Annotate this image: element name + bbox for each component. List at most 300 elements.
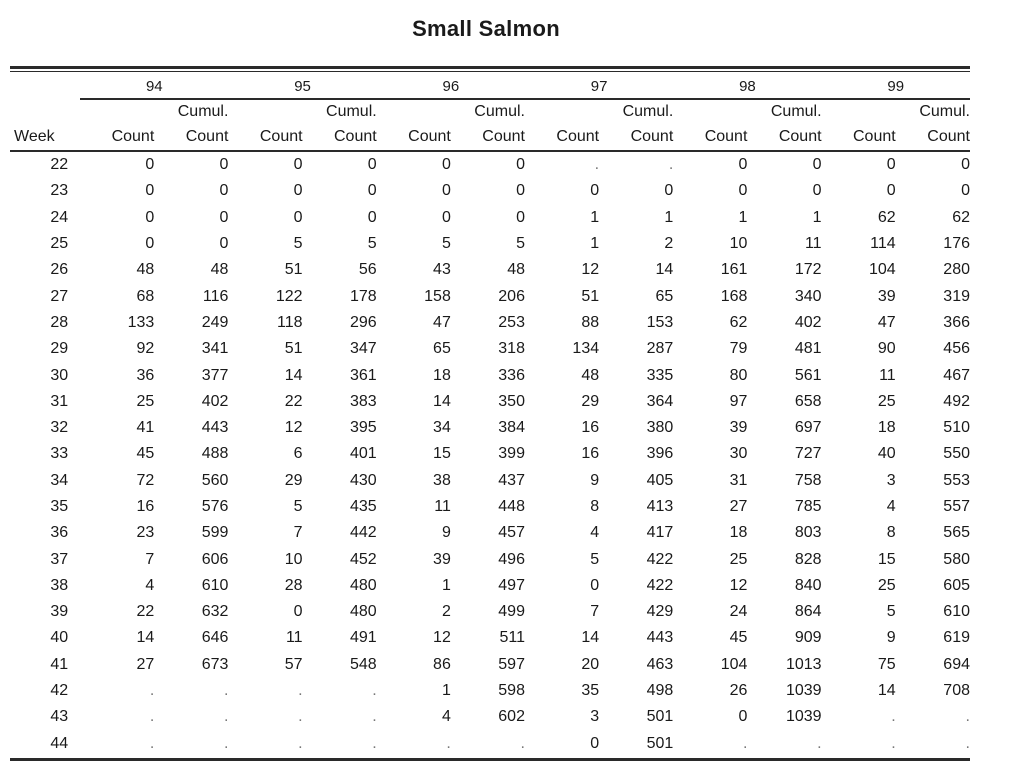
table-body [10, 151, 970, 757]
count-cell: 0 [145, 156, 155, 174]
table-row [10, 678, 970, 704]
cumulative-cell: 14 [655, 261, 674, 279]
count-cell: 47 [433, 313, 451, 331]
week-cell: 37 [50, 550, 69, 568]
cumulative-cell: 550 [943, 445, 970, 463]
count-cell: 11 [285, 629, 303, 647]
cumulative-cell: 335 [646, 366, 674, 384]
count-cell: 0 [590, 576, 600, 594]
top-rule-thin [10, 71, 970, 72]
count-cell: 5 [293, 498, 303, 515]
table-row [10, 625, 970, 651]
count-cell: 5 [886, 603, 896, 621]
cumulative-cell: 5 [516, 235, 525, 253]
count-cell: . [298, 682, 303, 700]
cumulative-cell: 560 [201, 471, 229, 489]
cumulative-cell: 340 [794, 287, 822, 305]
count-cell: 3 [886, 471, 896, 489]
count-cell: 47 [877, 313, 896, 331]
cumulative-cell: 253 [498, 313, 525, 331]
cumulative-cell: 1039 [785, 708, 822, 726]
cumulative-cell: 347 [350, 340, 377, 358]
cumulative-cell: 457 [498, 524, 525, 542]
count-cell: 134 [572, 340, 600, 358]
week-cell: 41 [50, 655, 69, 673]
count-cell: 4 [441, 708, 451, 726]
count-cell: 20 [581, 655, 600, 673]
count-cell: 79 [729, 340, 748, 358]
cumulative-cell: 435 [350, 498, 377, 515]
cumulative-cell: 1 [664, 208, 674, 226]
count-cell: . [594, 156, 600, 174]
cumulative-cell: 758 [794, 471, 822, 489]
count-cell: 0 [145, 208, 155, 226]
cumulative-cell: 480 [350, 576, 377, 594]
count-cell: 10 [284, 550, 303, 568]
count-cell: 25 [729, 550, 748, 568]
cumulative-cell: 497 [498, 576, 525, 594]
cumulative-cell: 708 [943, 682, 970, 700]
year-header: 96 [377, 74, 525, 99]
count-cell: 10 [729, 235, 748, 253]
count-cell: 28 [284, 576, 303, 594]
table-row [10, 652, 970, 678]
cumulative-cell: 557 [943, 498, 970, 515]
cumulative-cell: 399 [498, 445, 525, 463]
cumulative-cell: 65 [655, 287, 674, 305]
count-cell: 24 [729, 603, 748, 621]
cumulative-cell: 0 [367, 182, 377, 200]
cumulative-cell: 48 [507, 261, 525, 279]
cumulative-cell: 0 [219, 235, 229, 253]
cumulative-cell: 1039 [785, 682, 822, 700]
cumulative-cell: 402 [201, 392, 229, 410]
count-cell: 22 [136, 603, 155, 621]
week-cell: 30 [50, 366, 69, 384]
cumulative-cell: 697 [794, 419, 822, 437]
count-cell: 0 [293, 208, 303, 226]
table-row [10, 599, 970, 625]
cumulative-cell: 249 [201, 313, 229, 331]
count-cell: 1 [441, 682, 451, 700]
cumulative-cell: 296 [350, 313, 377, 331]
count-cell: 7 [145, 550, 155, 568]
cumulative-cell: 448 [498, 498, 525, 515]
count-header: Count [525, 124, 599, 151]
cumulative-cell: 909 [794, 629, 822, 647]
count-cell: 25 [877, 576, 896, 594]
table-row [10, 520, 970, 546]
cumulative-cell: 0 [812, 156, 822, 174]
cumulative-cell: 417 [646, 524, 674, 542]
cumulative-cell: 828 [794, 550, 822, 568]
cumulative-cell: 364 [646, 392, 674, 410]
count-cell: 5 [293, 235, 303, 253]
count-cell: 90 [877, 340, 896, 358]
cumulative-cell: 396 [646, 445, 674, 463]
cumulative-cell: 0 [664, 182, 674, 200]
count-cell: 9 [590, 471, 600, 489]
cumulative-cell: 0 [516, 156, 525, 174]
count-cell: 27 [136, 655, 155, 673]
week-cell: 42 [50, 682, 69, 700]
count-cell: 40 [877, 445, 896, 463]
count-cell: 12 [581, 261, 600, 279]
count-cell: 14 [581, 629, 600, 647]
count-cell: 1 [590, 208, 600, 226]
count-cell: 35 [581, 682, 600, 700]
count-cell: 0 [441, 182, 451, 200]
cumulative-cell: 694 [943, 655, 970, 673]
count-header: Count [896, 124, 970, 151]
count-cell: 12 [729, 576, 748, 594]
cumulative-cell: 619 [943, 629, 970, 647]
count-cell: 48 [581, 366, 600, 384]
count-cell: 62 [729, 313, 748, 331]
count-cell: 43 [433, 261, 451, 279]
count-cell: 27 [729, 498, 748, 515]
table-row [10, 205, 970, 231]
count-cell: 3 [590, 708, 600, 726]
count-cell: 1 [441, 576, 451, 594]
cumulative-cell: 443 [201, 419, 229, 437]
cumulative-cell: 206 [498, 287, 525, 305]
count-cell: . [298, 734, 303, 752]
count-cell: 4 [886, 498, 896, 515]
cumulative-cell: 864 [794, 603, 822, 621]
count-cell: 39 [877, 287, 896, 305]
cumulative-cell: 553 [943, 471, 970, 489]
cumulative-cell: 488 [201, 445, 229, 463]
count-cell: 15 [877, 550, 896, 568]
week-cell: 34 [50, 471, 69, 489]
cumulative-cell: 0 [367, 208, 377, 226]
week-cell: 40 [50, 629, 69, 647]
cumulative-cell: 840 [794, 576, 822, 594]
count-cell: 0 [590, 182, 600, 200]
cumulative-cell: 287 [646, 340, 674, 358]
count-cell: 133 [127, 313, 155, 331]
cumulative-cell: 442 [350, 524, 377, 542]
cumulative-cell: 430 [350, 471, 377, 489]
cumulative-cell: 499 [498, 603, 525, 621]
cumulative-cell: 561 [794, 366, 822, 384]
count-cell: 30 [729, 445, 748, 463]
count-cell: 31 [729, 471, 748, 489]
cumulative-cell: 318 [498, 340, 525, 358]
week-cell: 38 [50, 576, 69, 594]
count-cell: 0 [293, 182, 303, 200]
table-row [10, 573, 970, 599]
count-cell: 41 [136, 419, 155, 437]
bottom-rule [10, 758, 970, 761]
cumul-label: Cumul. [919, 103, 970, 120]
count-cell: 62 [877, 208, 896, 226]
cumulative-cell: 178 [350, 287, 377, 305]
cumulative-cell: 580 [943, 550, 970, 568]
count-cell: 57 [284, 655, 303, 673]
count-header-row [10, 124, 970, 151]
table-row [10, 731, 970, 757]
count-cell: 36 [136, 366, 155, 384]
cumulative-cell: 0 [219, 208, 229, 226]
cumulative-cell: . [520, 734, 525, 752]
count-cell: . [446, 734, 451, 752]
count-header: Count [747, 124, 821, 151]
cumulative-cell: 366 [943, 313, 970, 331]
count-cell: 6 [293, 445, 303, 463]
count-cell: 7 [590, 603, 600, 621]
count-cell: 5 [590, 550, 600, 568]
cumulative-cell: . [372, 682, 377, 700]
table-row [10, 362, 970, 388]
count-cell: 39 [433, 550, 451, 568]
cumulative-cell: 1013 [785, 655, 822, 673]
count-cell: 8 [886, 524, 896, 542]
table-row [10, 494, 970, 520]
count-cell: 2 [441, 603, 451, 621]
count-cell: 68 [136, 287, 155, 305]
count-cell: 39 [729, 419, 748, 437]
cumulative-cell: 599 [201, 524, 229, 542]
week-cell: 35 [50, 498, 69, 515]
cumulative-cell: 153 [646, 313, 674, 331]
count-cell: 7 [293, 524, 303, 542]
count-cell: 0 [590, 734, 600, 752]
count-cell: 0 [738, 156, 748, 174]
count-cell: 114 [870, 235, 896, 253]
cumulative-cell: . [223, 708, 229, 726]
cumulative-cell: 548 [350, 655, 377, 673]
count-header: Count [228, 124, 302, 151]
count-cell: 104 [720, 655, 748, 673]
year-header: 97 [525, 74, 673, 99]
cumulative-cell: 467 [943, 366, 970, 384]
count-cell: 0 [145, 182, 155, 200]
cumulative-cell: . [223, 682, 229, 700]
count-cell: 0 [145, 235, 155, 253]
cumulative-cell: 402 [794, 313, 822, 331]
cumulative-cell: . [817, 734, 822, 752]
table-row [10, 283, 970, 309]
cumulative-cell: 377 [201, 366, 229, 384]
count-cell: 18 [729, 524, 748, 542]
cumulative-cell: 803 [794, 524, 822, 542]
table-row [10, 336, 970, 362]
cumulative-cell: 422 [646, 550, 674, 568]
table-row [10, 231, 970, 257]
week-cell: 25 [50, 235, 69, 253]
cumulative-cell: 602 [498, 708, 525, 726]
count-cell: 29 [581, 392, 600, 410]
table-row [10, 415, 970, 441]
cumulative-cell: 606 [201, 550, 229, 568]
count-cell: 0 [738, 708, 748, 726]
cumulative-cell: 62 [952, 208, 970, 226]
cumulative-cell: 727 [794, 445, 822, 463]
count-cell: 16 [136, 498, 155, 515]
cumul-header-row [10, 99, 970, 124]
count-header: Count [303, 124, 377, 151]
cumulative-cell: 673 [201, 655, 229, 673]
count-cell: 38 [433, 471, 451, 489]
count-cell: 48 [136, 261, 155, 279]
cumulative-cell: 443 [646, 629, 674, 647]
cumulative-cell: 405 [646, 471, 674, 489]
cumulative-cell: 632 [201, 603, 229, 621]
count-cell: 18 [433, 366, 451, 384]
cumul-label: Cumul. [326, 103, 377, 120]
cumulative-cell: 395 [350, 419, 377, 437]
week-cell: 27 [50, 287, 69, 305]
cumulative-cell: 491 [350, 629, 377, 647]
count-cell: 97 [729, 392, 748, 410]
cumulative-cell: 280 [943, 261, 970, 279]
count-cell: 104 [868, 261, 896, 279]
table-row [10, 441, 970, 467]
count-cell: 0 [293, 603, 303, 621]
count-cell: 16 [581, 419, 600, 437]
cumulative-cell: 452 [350, 550, 377, 568]
count-cell: . [891, 708, 896, 726]
count-cell: 14 [136, 629, 155, 647]
count-cell: 12 [433, 629, 451, 647]
cumulative-cell: 1 [812, 208, 822, 226]
count-cell: 22 [284, 392, 303, 410]
cumulative-cell: 0 [961, 156, 970, 174]
cumulative-cell: 498 [646, 682, 674, 700]
cumulative-cell: 383 [350, 392, 377, 410]
count-header: Count [822, 124, 896, 151]
cumulative-cell: 610 [201, 576, 229, 594]
count-cell: 8 [590, 498, 600, 515]
count-cell: 75 [877, 655, 896, 673]
count-cell: 1 [590, 235, 600, 253]
cumulative-cell: 597 [498, 655, 525, 673]
week-cell: 22 [50, 156, 69, 174]
count-cell: 80 [729, 366, 748, 384]
year-header: 99 [822, 74, 970, 99]
table-row [10, 389, 970, 415]
cumulative-cell: 380 [646, 419, 674, 437]
cumulative-cell: 492 [943, 392, 970, 410]
top-rule [10, 66, 970, 69]
count-cell: 45 [729, 629, 748, 647]
count-cell: 92 [136, 340, 155, 358]
cumulative-cell: 48 [210, 261, 229, 279]
count-cell: 88 [581, 313, 600, 331]
cumulative-cell: 0 [961, 182, 970, 200]
week-cell: 23 [50, 182, 69, 200]
week-cell: 24 [50, 208, 69, 226]
cumulative-cell: 429 [646, 603, 674, 621]
week-header: Week [10, 124, 80, 151]
count-cell: . [149, 734, 155, 752]
count-cell: . [891, 734, 896, 752]
cumulative-cell: 422 [646, 576, 674, 594]
cumulative-cell: 336 [498, 366, 525, 384]
year-header: 95 [228, 74, 376, 99]
count-cell: 0 [441, 156, 451, 174]
cumulative-cell: . [372, 734, 377, 752]
count-cell: 5 [441, 235, 451, 253]
count-cell: 14 [877, 682, 896, 700]
count-cell: 122 [275, 287, 303, 305]
cumulative-cell: . [223, 734, 229, 752]
table-row [10, 310, 970, 336]
cumulative-cell: 361 [350, 366, 377, 384]
cumulative-cell: 0 [516, 182, 525, 200]
cumulative-cell: 658 [794, 392, 822, 410]
count-cell: 51 [284, 340, 303, 358]
cumulative-cell: 646 [201, 629, 229, 647]
table-row [10, 257, 970, 283]
count-header: Count [673, 124, 747, 151]
week-cell: 28 [50, 313, 69, 331]
week-cell: 36 [50, 524, 69, 542]
cumulative-cell: 384 [498, 419, 525, 437]
count-cell: 45 [136, 445, 155, 463]
cumul-label: Cumul. [177, 103, 229, 120]
cumulative-cell: 319 [943, 287, 970, 305]
week-cell: 31 [50, 392, 69, 410]
week-cell: 44 [50, 734, 69, 752]
cumulative-cell: 0 [219, 182, 229, 200]
count-cell: 15 [433, 445, 451, 463]
cumulative-cell: . [372, 708, 377, 726]
count-header: Count [599, 124, 673, 151]
count-cell: 9 [886, 629, 896, 647]
count-cell: 18 [877, 419, 896, 437]
count-header: Count [377, 124, 451, 151]
week-cell: 43 [50, 708, 69, 726]
count-cell: 158 [424, 287, 451, 305]
count-cell: 1 [738, 208, 748, 226]
table-row [10, 468, 970, 494]
cumulative-cell: 350 [498, 392, 525, 410]
cumulative-cell: 56 [358, 261, 377, 279]
cumulative-cell: 2 [664, 235, 674, 253]
cumulative-cell: 116 [202, 287, 229, 305]
count-cell: 4 [145, 576, 155, 594]
count-cell: 51 [284, 261, 303, 279]
cumulative-cell: 437 [498, 471, 525, 489]
cumulative-cell: 511 [499, 629, 525, 647]
year-header: 98 [673, 74, 821, 99]
count-cell: 86 [433, 655, 451, 673]
cumulative-cell: 456 [943, 340, 970, 358]
count-header: Count [451, 124, 525, 151]
cumulative-cell: 785 [794, 498, 822, 515]
week-cell: 39 [50, 603, 69, 621]
count-cell: 168 [720, 287, 748, 305]
table-row [10, 546, 970, 572]
cumulative-cell: 0 [812, 182, 822, 200]
count-cell: 0 [886, 182, 896, 200]
count-cell: 11 [879, 366, 896, 384]
cumulative-cell: 576 [201, 498, 229, 515]
count-cell: 26 [729, 682, 748, 700]
count-cell: 161 [720, 261, 748, 279]
cumul-label: Cumul. [474, 103, 525, 120]
cumulative-cell: 605 [943, 576, 970, 594]
cumulative-cell: 341 [201, 340, 229, 358]
cumulative-cell: 172 [794, 261, 822, 279]
cumulative-cell: 0 [367, 156, 377, 174]
cumulative-cell: 0 [516, 208, 525, 226]
count-cell: 14 [284, 366, 303, 384]
year-header: 94 [80, 74, 228, 99]
